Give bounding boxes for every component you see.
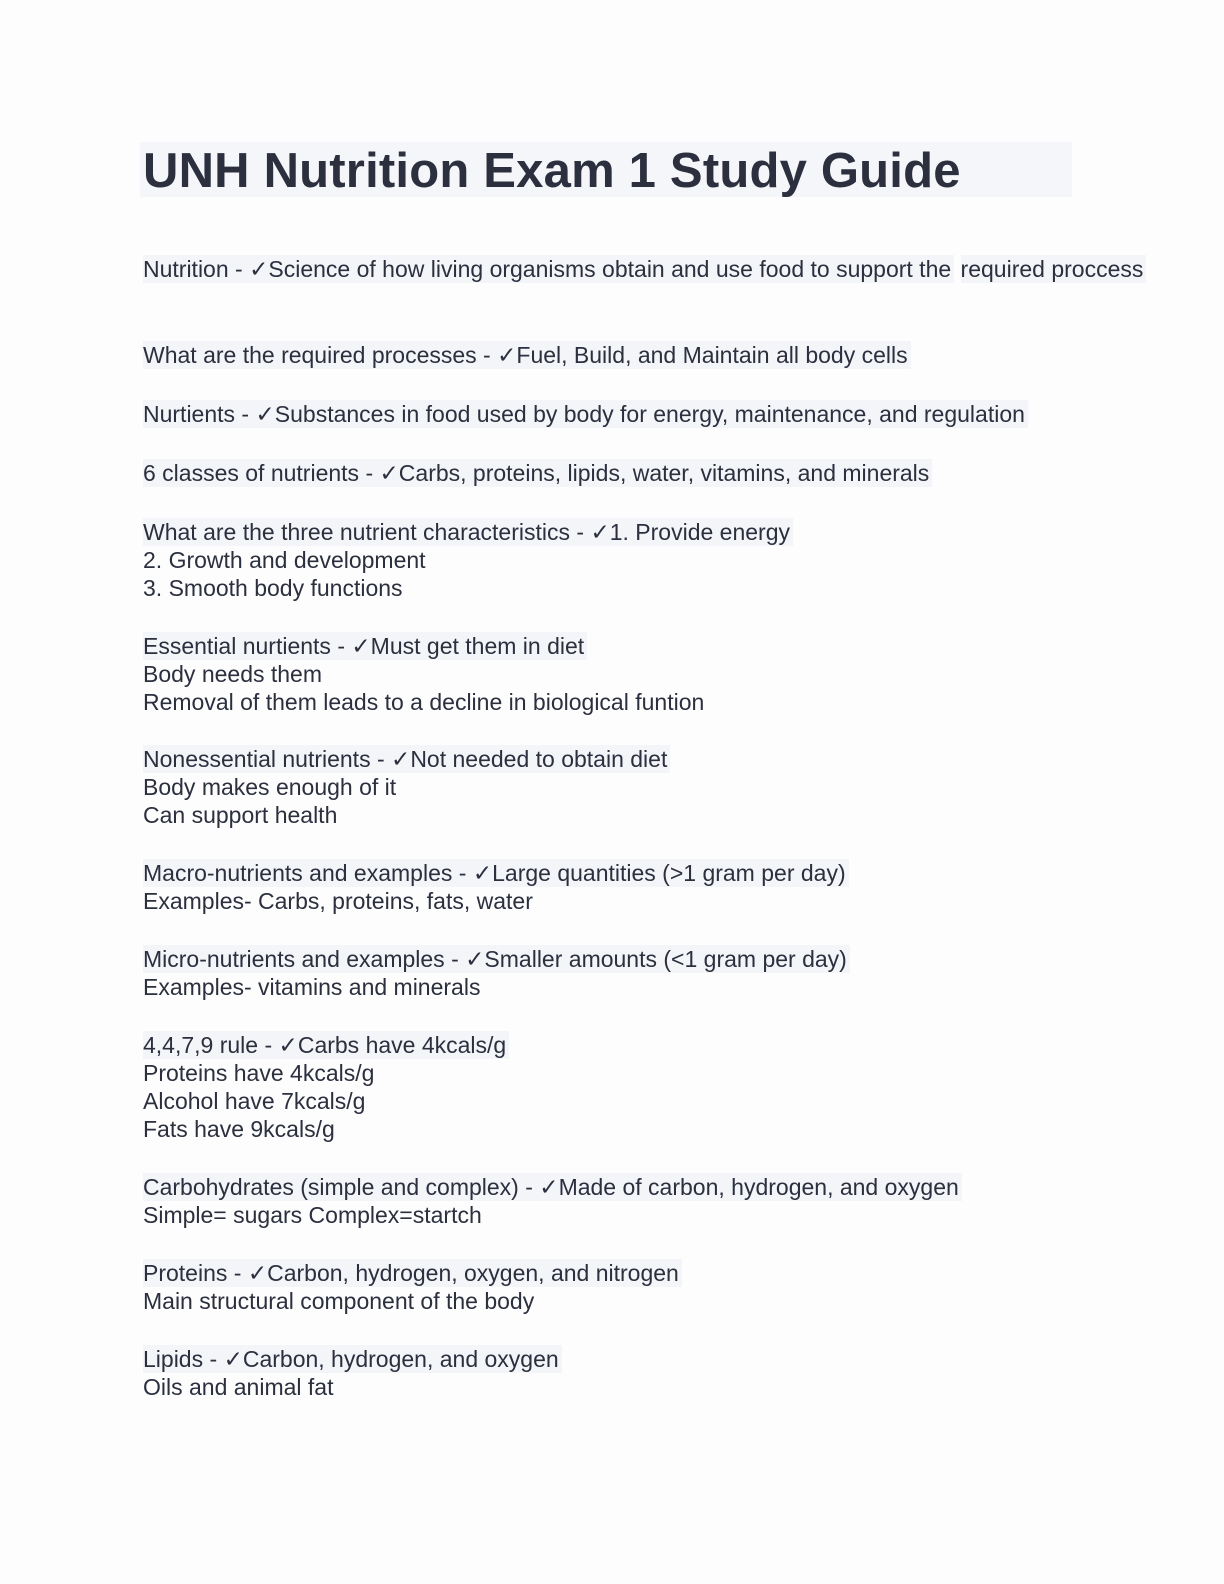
entry-first-line <box>143 945 850 973</box>
entry-first-line <box>143 255 954 283</box>
flashcard-entry <box>143 459 932 487</box>
check-icon: ✓ <box>223 1346 243 1372</box>
entry-term: What are the three nutrient characteristics <box>143 519 570 545</box>
separator: - <box>228 256 250 282</box>
entry-definition-line: Examples- Carbs, proteins, fats, water <box>143 888 533 914</box>
check-icon: ✓ <box>249 256 269 282</box>
flashcard-entry <box>143 859 849 915</box>
entry-definition: Carbs have 4kcals/g <box>297 1032 507 1058</box>
entry-first-line <box>143 1031 509 1059</box>
flashcard-entry <box>143 632 704 716</box>
separator: - <box>452 860 473 886</box>
entry-definition: 1. Provide energy <box>609 519 790 545</box>
entry-term: Essential nurtients <box>143 633 331 659</box>
entry-first-line <box>143 518 793 546</box>
entry-first-line <box>143 859 849 887</box>
entry-definition: Carbon, hydrogen, oxygen, and nitrogen <box>267 1260 679 1286</box>
entry-definition-line: Examples- vitamins and minerals <box>143 974 481 1000</box>
entry-definition-line: Body needs them <box>143 661 323 687</box>
entry-first-line <box>143 745 670 773</box>
flashcard-entry <box>143 518 793 602</box>
check-icon: ✓ <box>351 633 371 659</box>
entry-definition: Carbs, proteins, lipids, water, vitamins, and minerals <box>398 460 930 486</box>
entry-definition-line: 2. Growth and development <box>143 547 426 573</box>
flashcard-entry <box>143 1173 962 1229</box>
entry-definition: Smaller amounts (<1 gram per day) <box>484 946 847 972</box>
separator: - <box>518 1174 540 1200</box>
entry-definition-line: 3. Smooth body functions <box>143 575 403 601</box>
check-icon: ✓ <box>472 860 493 886</box>
flashcard-entry <box>143 1345 562 1401</box>
entry-first-line <box>143 341 911 369</box>
entry-term: Carbohydrates (simple and complex) <box>143 1174 519 1200</box>
check-icon: ✓ <box>391 746 411 772</box>
entry-term: 4,4,7,9 rule <box>143 1032 259 1058</box>
entry-term: Micro-nutrients and examples <box>143 946 445 972</box>
separator: - <box>359 460 380 486</box>
entry-definition: Science of how living organisms obtain and use food to support the <box>268 256 952 282</box>
check-icon: ✓ <box>247 1260 268 1286</box>
entry-first-line <box>143 400 1028 428</box>
entry-definition-line: Oils and animal fat <box>143 1374 334 1400</box>
check-icon: ✓ <box>539 1174 559 1200</box>
separator: - <box>444 946 466 972</box>
entry-term: 6 classes of nutrients <box>143 460 360 486</box>
entry-definition: Carbon, hydrogen, and oxygen <box>242 1346 559 1372</box>
separator: - <box>569 519 591 545</box>
entry-first-line <box>143 459 932 487</box>
entry-term: Lipids <box>143 1346 204 1372</box>
entry-definition-line: Alcohol have 7kcals/g <box>143 1088 366 1114</box>
entry-definition: Substances in food used by body for energy, maintenance, and regulation <box>274 401 1025 427</box>
separator: - <box>476 342 498 368</box>
check-icon: ✓ <box>278 1032 298 1058</box>
separator: - <box>203 1346 224 1372</box>
entry-definition: Large quantities (>1 gram per day) <box>492 860 846 886</box>
flashcard-entry <box>143 400 1028 428</box>
entry-definition-line: required proccess <box>961 255 1147 283</box>
flashcard-entry <box>143 255 1146 283</box>
check-icon: ✓ <box>379 460 399 486</box>
entry-first-line <box>143 1259 682 1287</box>
entry-definition-line: Main structural component of the body <box>143 1288 535 1314</box>
check-icon: ✓ <box>465 946 485 972</box>
check-icon: ✓ <box>255 401 275 427</box>
page-title: UNH Nutrition Exam 1 Study Guide <box>143 144 961 198</box>
separator: - <box>330 633 352 659</box>
separator: - <box>235 401 256 427</box>
entry-definition-line: Body makes enough of it <box>143 774 397 800</box>
entry-first-line <box>143 632 587 660</box>
separator: - <box>227 1260 248 1286</box>
title-block <box>140 142 1072 197</box>
entry-definition-line: Removal of them leads to a decline in biological funtion <box>143 689 705 715</box>
flashcard-entry <box>143 1259 682 1315</box>
separator: - <box>370 746 392 772</box>
flashcard-entry <box>143 341 911 369</box>
entry-first-line <box>143 1345 562 1373</box>
separator: - <box>258 1032 279 1058</box>
entry-definition-line: Fats have 9kcals/g <box>143 1116 335 1142</box>
entry-first-line <box>143 1173 962 1201</box>
entry-definition-line: Proteins have 4kcals/g <box>143 1060 375 1086</box>
entry-definition: Fuel, Build, and Maintain all body cells <box>516 342 908 368</box>
entry-definition: Must get them in diet <box>370 633 585 659</box>
entry-term: Macro-nutrients and examples <box>143 860 453 886</box>
entry-term: Nurtients <box>143 401 236 427</box>
entry-definition: Not needed to obtain diet <box>410 746 668 772</box>
check-icon: ✓ <box>590 519 610 545</box>
entry-term: Nutrition <box>143 256 229 282</box>
entry-term: Nonessential nutrients <box>143 746 371 772</box>
flashcard-entry <box>143 745 670 829</box>
entry-term: What are the required processes <box>143 342 477 368</box>
entry-term: Proteins <box>143 1260 228 1286</box>
entry-definition: Made of carbon, hydrogen, and oxygen <box>558 1174 959 1200</box>
entry-definition-line: Can support health <box>143 802 338 828</box>
entry-definition-line: Simple= sugars Complex=startch <box>143 1202 482 1228</box>
check-icon: ✓ <box>497 342 517 368</box>
flashcard-entry <box>143 945 850 1001</box>
flashcard-entry <box>143 1031 509 1143</box>
